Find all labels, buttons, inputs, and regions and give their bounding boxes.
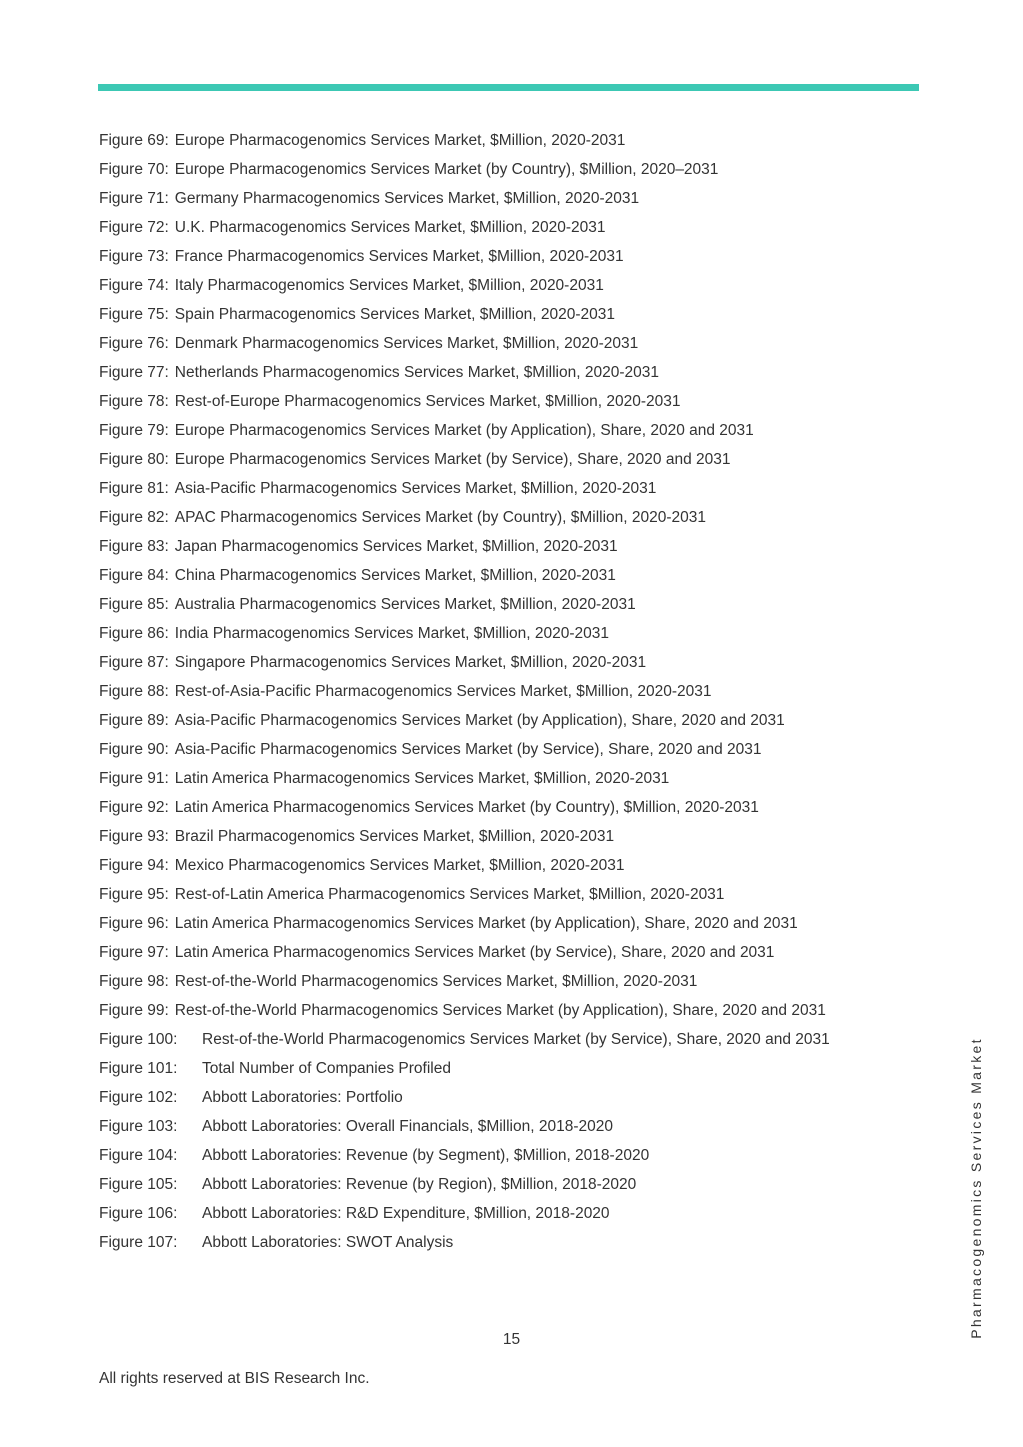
figure-label: Figure 82:	[99, 509, 169, 526]
figure-title: Abbott Laboratories: R&D Expenditure, $Million, 2018-2020	[202, 1205, 610, 1222]
figure-list-item	[99, 769, 899, 789]
figure-list-item	[99, 740, 899, 760]
figure-label: Figure 99:	[99, 1002, 169, 1019]
page-number: 15	[502, 1331, 521, 1348]
figure-title: Rest-of-Latin America Pharmacogenomics Services Market, $Million, 2020-2031	[174, 886, 725, 903]
header-accent-rule	[98, 84, 919, 91]
figure-label: Figure 104:	[99, 1147, 178, 1164]
figure-title: Australia Pharmacogenomics Services Market, $Million, 2020-2031	[174, 596, 636, 613]
figure-list-item	[99, 392, 899, 412]
figure-label: Figure 95:	[99, 886, 169, 903]
figure-title: Mexico Pharmacogenomics Services Market, $Million, 2020-2031	[174, 857, 625, 874]
figure-label: Figure 105:	[99, 1176, 178, 1193]
figure-list-item	[99, 131, 899, 151]
figure-list-item	[99, 653, 899, 673]
figure-title: Spain Pharmacogenomics Services Market, $Million, 2020-2031	[174, 306, 616, 323]
figure-list-item	[99, 827, 899, 847]
figure-label: Figure 98:	[99, 973, 169, 990]
figure-title: Asia-Pacific Pharmacogenomics Services Market (by Application), Share, 2020 and 2031	[174, 712, 785, 729]
figure-title: Europe Pharmacogenomics Services Market (by Country), $Million, 2020–2031	[174, 161, 719, 178]
figure-list-item	[99, 189, 899, 209]
figure-list-item	[99, 334, 899, 354]
figure-title: Rest-of-Asia-Pacific Pharmacogenomics Services Market, $Million, 2020-2031	[174, 683, 712, 700]
figure-title: France Pharmacogenomics Services Market, $Million, 2020-2031	[174, 248, 624, 265]
figure-list-item	[99, 218, 899, 238]
figure-label: Figure 76:	[99, 335, 169, 352]
figure-title: Latin America Pharmacogenomics Services Market, $Million, 2020-2031	[174, 770, 670, 787]
figure-label: Figure 89:	[99, 712, 169, 729]
figure-label: Figure 101:	[99, 1060, 178, 1077]
figure-list-item	[99, 1204, 899, 1224]
figure-list-item	[99, 479, 899, 499]
figure-list-item	[99, 566, 899, 586]
figure-list-item	[99, 1030, 899, 1050]
figure-title: APAC Pharmacogenomics Services Market (by Country), $Million, 2020-2031	[174, 509, 707, 526]
figure-label: Figure 103:	[99, 1118, 178, 1135]
figure-list-item	[99, 595, 899, 615]
figure-title: Abbott Laboratories: Portfolio	[202, 1089, 403, 1106]
figure-label: Figure 106:	[99, 1205, 178, 1222]
figure-title: Italy Pharmacogenomics Services Market, $Million, 2020-2031	[174, 277, 604, 294]
figure-title: Brazil Pharmacogenomics Services Market, $Million, 2020-2031	[174, 828, 615, 845]
figure-list-item	[99, 856, 899, 876]
figure-list-item	[99, 682, 899, 702]
figure-label: Figure 81:	[99, 480, 169, 497]
figure-title: Netherlands Pharmacogenomics Services Market, $Million, 2020-2031	[174, 364, 659, 381]
figure-label: Figure 92:	[99, 799, 169, 816]
figure-title: Europe Pharmacogenomics Services Market (by Service), Share, 2020 and 2031	[174, 451, 731, 468]
figure-list-item	[99, 1146, 899, 1166]
figure-label: Figure 73:	[99, 248, 169, 265]
figure-title: Abbott Laboratories: Revenue (by Segment), $Million, 2018-2020	[202, 1147, 650, 1164]
figure-list-item	[99, 276, 899, 296]
figure-title: Latin America Pharmacogenomics Services Market (by Service), Share, 2020 and 2031	[174, 944, 775, 961]
figure-title: Rest-of-the-World Pharmacogenomics Services Market, $Million, 2020-2031	[174, 973, 698, 990]
figure-title: Europe Pharmacogenomics Services Market (by Application), Share, 2020 and 2031	[174, 422, 754, 439]
figure-title: Rest-of-Europe Pharmacogenomics Services Market, $Million, 2020-2031	[174, 393, 681, 410]
figure-label: Figure 96:	[99, 915, 169, 932]
figure-list-item	[99, 1001, 899, 1021]
figure-title: Abbott Laboratories: Revenue (by Region), $Million, 2018-2020	[202, 1176, 637, 1193]
figure-list-item	[99, 1059, 899, 1079]
figure-title: Europe Pharmacogenomics Services Market, $Million, 2020-2031	[174, 132, 626, 149]
figure-title: Latin America Pharmacogenomics Services Market (by Country), $Million, 2020-2031	[174, 799, 759, 816]
figure-list-item	[99, 1175, 899, 1195]
figure-label: Figure 86:	[99, 625, 169, 642]
figure-list-item	[99, 363, 899, 383]
figure-title: Rest-of-the-World Pharmacogenomics Services Market (by Service), Share, 2020 and 2031	[202, 1031, 830, 1048]
figure-label: Figure 72:	[99, 219, 169, 236]
figure-list-item	[99, 160, 899, 180]
figure-title: Japan Pharmacogenomics Services Market, $Million, 2020-2031	[174, 538, 618, 555]
figure-label: Figure 90:	[99, 741, 169, 758]
figure-title: Rest-of-the-World Pharmacogenomics Services Market (by Application), Share, 2020 and 2031	[174, 1002, 826, 1019]
figure-label: Figure 79:	[99, 422, 169, 439]
figure-label: Figure 69:	[99, 132, 169, 149]
figure-list-item	[99, 421, 899, 441]
figure-label: Figure 93:	[99, 828, 169, 845]
figure-label: Figure 94:	[99, 857, 169, 874]
figure-list-item	[99, 711, 899, 731]
figure-list-item	[99, 247, 899, 267]
figure-list-item	[99, 1117, 899, 1137]
figure-label: Figure 100:	[99, 1031, 178, 1048]
list-of-figures	[99, 131, 899, 1262]
figure-label: Figure 75:	[99, 306, 169, 323]
figure-label: Figure 78:	[99, 393, 169, 410]
figure-list-item	[99, 972, 899, 992]
figure-list-item	[99, 1233, 899, 1253]
figure-title: Asia-Pacific Pharmacogenomics Services Market (by Service), Share, 2020 and 2031	[174, 741, 762, 758]
figure-label: Figure 83:	[99, 538, 169, 555]
figure-list-item	[99, 798, 899, 818]
figure-label: Figure 107:	[99, 1234, 178, 1251]
figure-list-item	[99, 1088, 899, 1108]
figure-title: Total Number of Companies Profiled	[202, 1060, 451, 1077]
figure-title: India Pharmacogenomics Services Market, $Million, 2020-2031	[174, 625, 610, 642]
figure-label: Figure 88:	[99, 683, 169, 700]
figure-title: Asia-Pacific Pharmacogenomics Services Market, $Million, 2020-2031	[174, 480, 657, 497]
figure-list-item	[99, 537, 899, 557]
figure-label: Figure 85:	[99, 596, 169, 613]
figure-title: Singapore Pharmacogenomics Services Market, $Million, 2020-2031	[174, 654, 647, 671]
figure-label: Figure 74:	[99, 277, 169, 294]
figure-label: Figure 102:	[99, 1089, 178, 1106]
figure-title: U.K. Pharmacogenomics Services Market, $Million, 2020-2031	[174, 219, 606, 236]
figure-list-item	[99, 943, 899, 963]
figure-title: China Pharmacogenomics Services Market, $Million, 2020-2031	[174, 567, 616, 584]
figure-label: Figure 87:	[99, 654, 169, 671]
figure-list-item	[99, 885, 899, 905]
figure-title: Denmark Pharmacogenomics Services Market, $Million, 2020-2031	[174, 335, 639, 352]
figure-label: Figure 84:	[99, 567, 169, 584]
figure-list-item	[99, 914, 899, 934]
figure-list-item	[99, 305, 899, 325]
figure-list-item	[99, 624, 899, 644]
figure-label: Figure 77:	[99, 364, 169, 381]
copyright-footer: All rights reserved at BIS Research Inc.	[99, 1370, 370, 1387]
figure-label: Figure 97:	[99, 944, 169, 961]
figure-title: Latin America Pharmacogenomics Services Market (by Application), Share, 2020 and 2031	[174, 915, 798, 932]
figure-label: Figure 70:	[99, 161, 169, 178]
figure-label: Figure 80:	[99, 451, 169, 468]
figure-title: Abbott Laboratories: Overall Financials, $Million, 2018-2020	[202, 1118, 613, 1135]
figure-label: Figure 91:	[99, 770, 169, 787]
figure-title: Abbott Laboratories: SWOT Analysis	[202, 1234, 454, 1251]
figure-list-item	[99, 508, 899, 528]
figure-label: Figure 71:	[99, 190, 169, 207]
side-running-title: Pharmacogenomics Services Market	[968, 1037, 984, 1339]
figure-list-item	[99, 450, 899, 470]
figure-title: Germany Pharmacogenomics Services Market, $Million, 2020-2031	[174, 190, 640, 207]
